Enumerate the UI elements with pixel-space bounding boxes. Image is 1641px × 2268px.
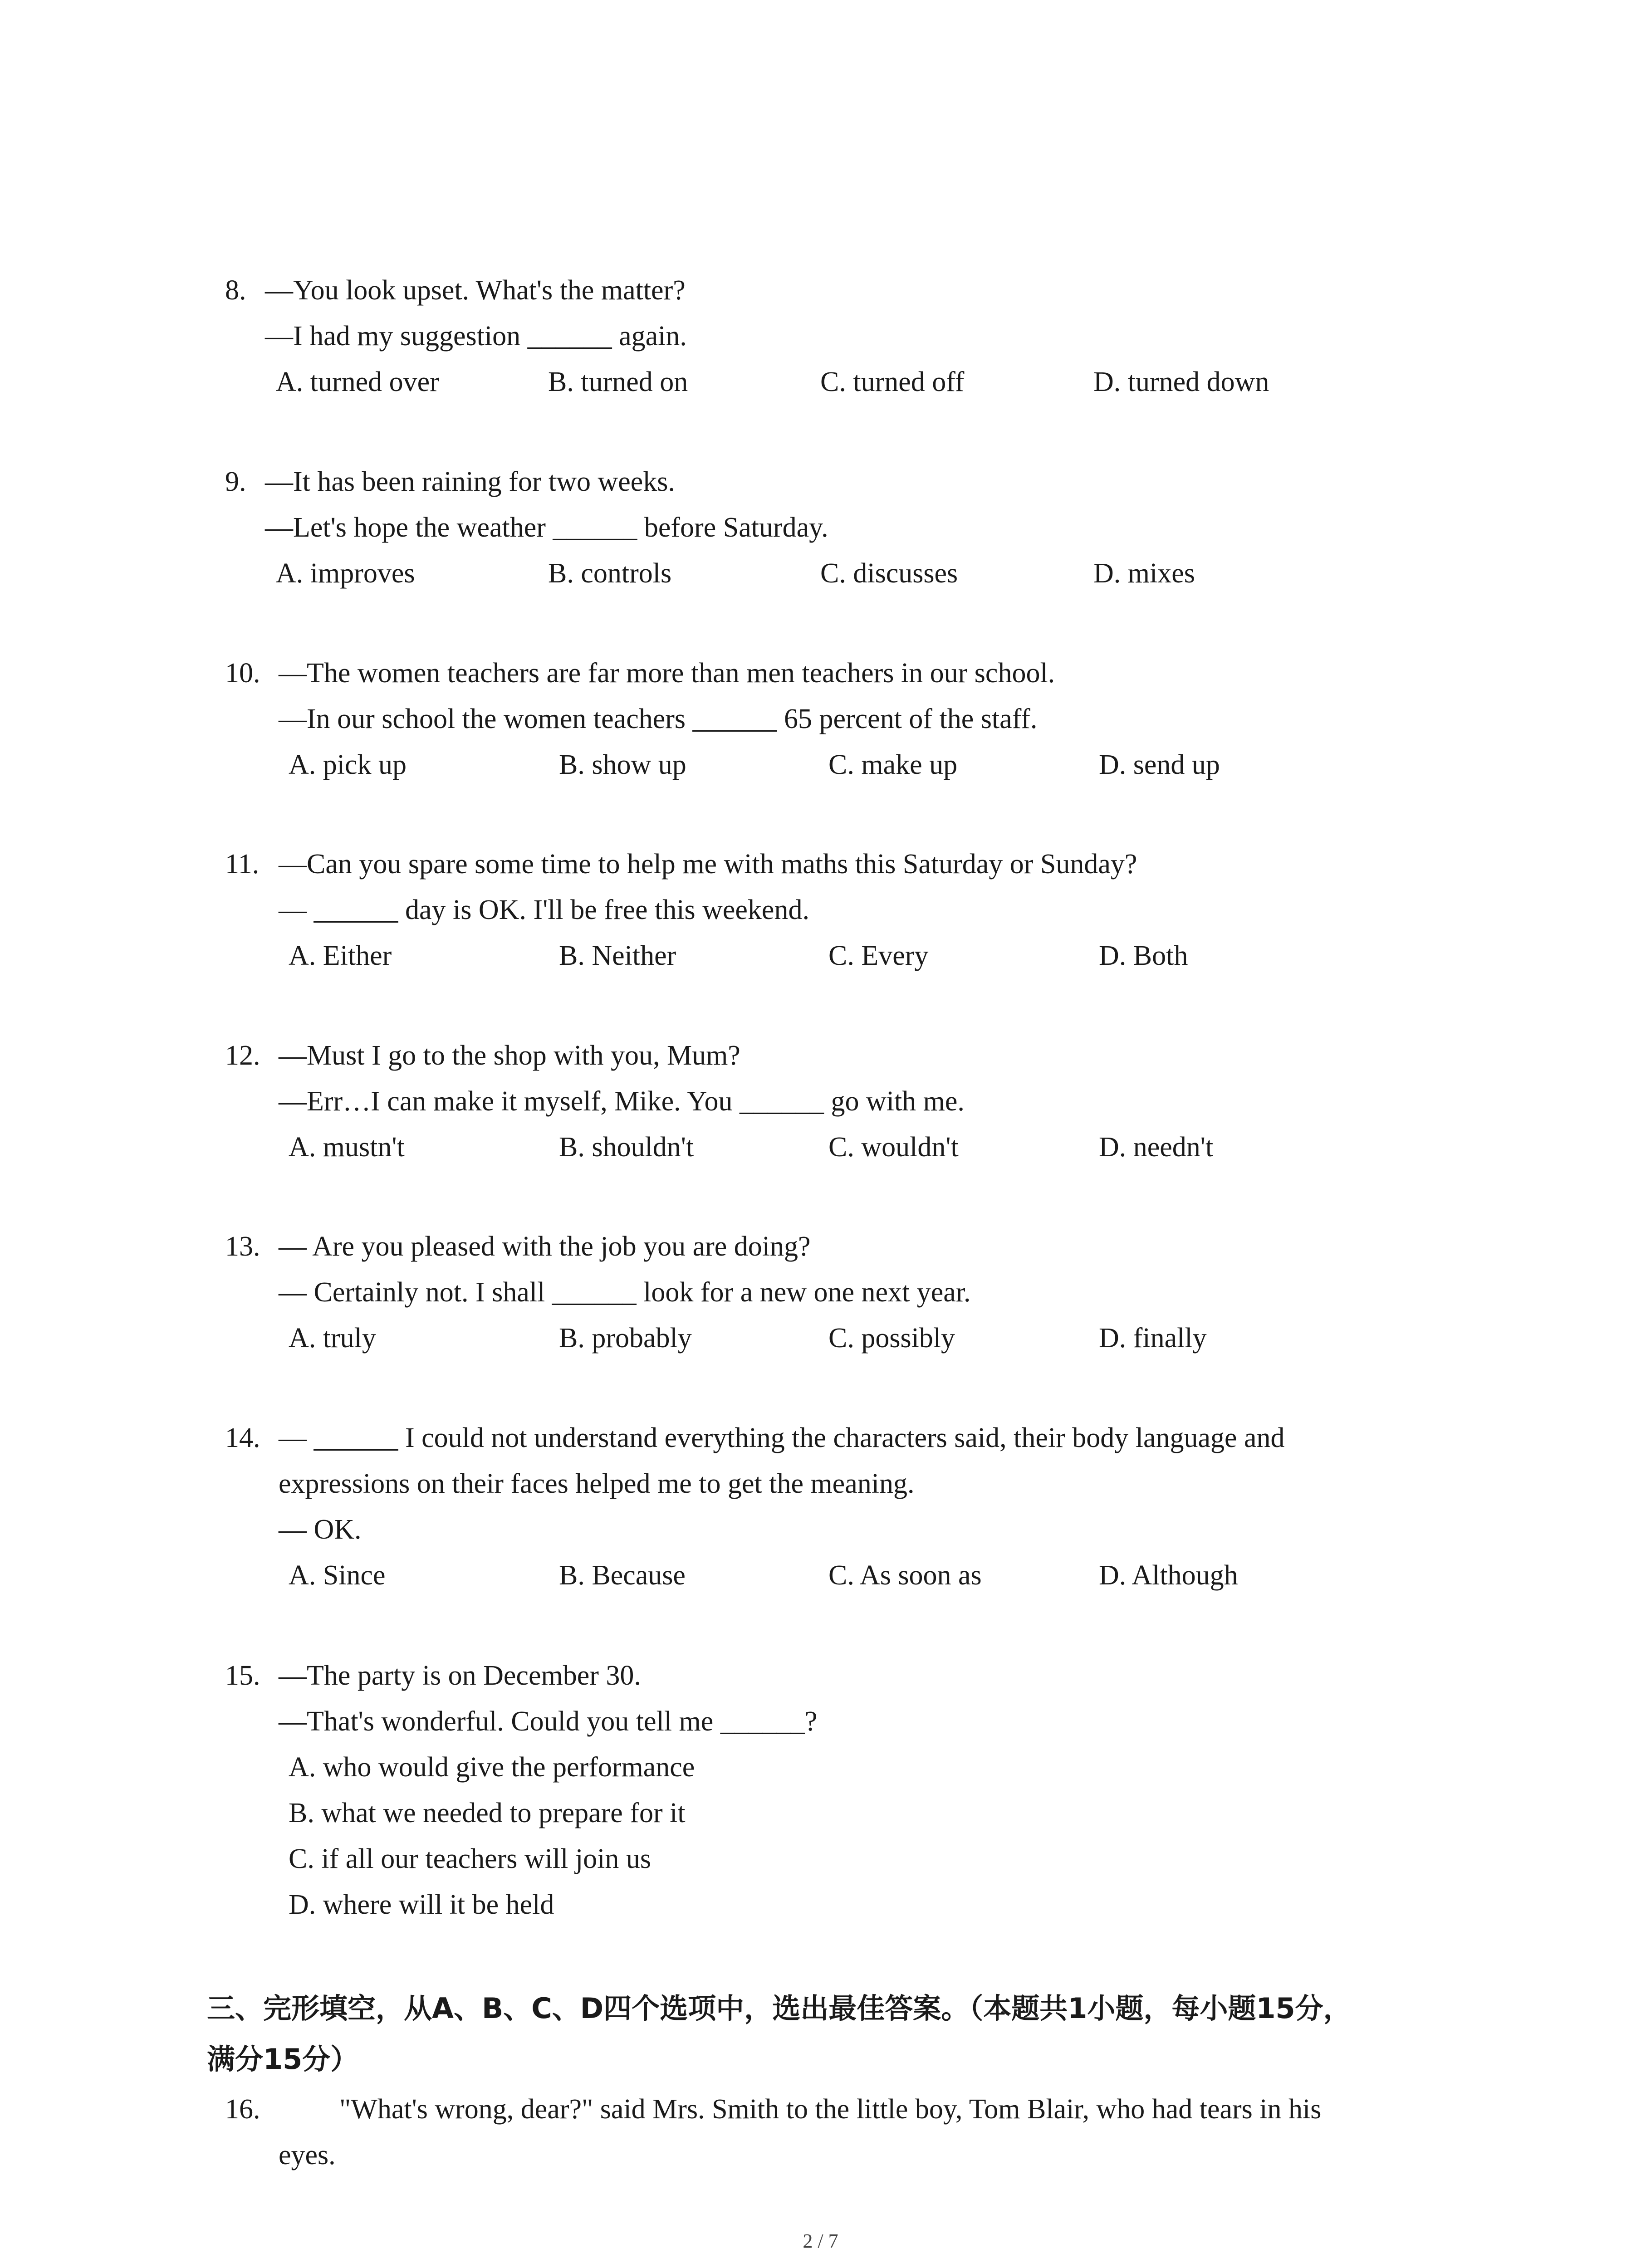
page-number: 2 / 7 [803,2230,838,2252]
option-c[interactable]: C. possibly [828,1323,955,1354]
passage-line: "What's wrong, dear?" said Mrs. Smith to the little boy, Tom Blair, who had tears in his [339,2094,1322,2125]
option-d[interactable]: D. finally [1099,1323,1207,1354]
question-14 [225,1415,1450,1598]
question-number: 8. [225,275,246,306]
question-line: —The party is on December 30. [279,1660,641,1691]
question-15 [225,1653,1450,1928]
option-a[interactable]: A. who would give the performance [289,1752,695,1783]
option-a[interactable]: A. turned over [276,367,439,397]
option-a[interactable]: A. pick up [289,749,407,780]
question-line: —Let's hope the weather ______ before Saturday. [265,512,828,543]
question-number: 16. [225,2094,260,2125]
question-line: —The women teachers are far more than men teachers in our school. [279,658,1055,689]
question-number: 13. [225,1231,260,1262]
option-c[interactable]: C. if all our teachers will join us [289,1843,651,1874]
options-row [225,1553,1450,1598]
options-row [225,551,1450,596]
option-b[interactable]: B. controls [548,558,672,589]
question-9 [225,459,1450,596]
option-c[interactable]: C. discusses [820,558,958,589]
option-b[interactable]: B. Neither [559,940,676,971]
option-d[interactable]: D. mixes [1093,558,1195,589]
option-b[interactable]: B. probably [559,1323,692,1354]
question-line: — OK. [279,1514,362,1545]
option-d[interactable]: D. needn't [1099,1132,1214,1163]
passage-line: eyes. [279,2140,336,2170]
option-a[interactable]: A. Since [289,1560,386,1591]
question-number: 10. [225,658,260,689]
question-line: —Can you spare some time to help me with maths this Saturday or Sunday? [279,849,1137,880]
option-d[interactable]: D. turned down [1093,367,1269,397]
option-c[interactable]: C. Every [828,940,929,971]
option-a[interactable]: A. mustn't [289,1132,405,1163]
option-a[interactable]: A. improves [276,558,415,589]
question-line: — ______ day is OK. I'll be free this weekend. [279,894,809,925]
question-line: —Err…I can make it myself, Mike. You ______ go with me. [279,1086,965,1117]
question-number: 9. [225,466,246,497]
option-a[interactable]: A. Either [289,940,392,971]
option-b[interactable]: B. shouldn't [559,1132,694,1163]
question-line: expressions on their faces helped me to get the meaning. [279,1468,915,1499]
question-number: 15. [225,1660,260,1691]
option-d[interactable]: D. Although [1099,1560,1238,1591]
options-row [225,359,1450,405]
option-c[interactable]: C. wouldn't [828,1132,959,1163]
question-10 [225,650,1450,788]
question-line: — Certainly not. I shall ______ look for a new one next year. [279,1277,971,1308]
question-11 [225,841,1450,979]
option-d[interactable]: D. send up [1099,749,1220,780]
question-line: —You look upset. What's the matter? [265,275,686,306]
question-line: —I had my suggestion ______ again. [265,321,687,352]
question-12 [225,1033,1450,1170]
option-d[interactable]: D. Both [1099,940,1188,971]
option-c[interactable]: C. make up [828,749,958,780]
question-13 [225,1224,1450,1361]
question-line: —It has been raining for two weeks. [265,466,675,497]
options-row [225,933,1450,979]
question-number: 11. [225,849,260,880]
question-16 [225,2087,1450,2178]
option-c[interactable]: C. turned off [820,367,965,397]
option-b[interactable]: B. Because [559,1560,686,1591]
question-line: — Are you pleased with the job you are doing? [279,1231,811,1262]
section-heading-line-2: 满分15分） [207,2043,359,2076]
options-row [225,1124,1450,1170]
question-number: 14. [225,1422,260,1453]
option-d[interactable]: D. where will it be held [289,1889,554,1920]
option-a[interactable]: A. truly [289,1323,376,1354]
options-row [225,1315,1450,1361]
options-row [225,742,1450,788]
option-b[interactable]: B. show up [559,749,686,780]
question-line: —That's wonderful. Could you tell me ______? [279,1706,818,1737]
question-line: —Must I go to the shop with you, Mum? [279,1040,740,1071]
option-b[interactable]: B. turned on [548,367,688,397]
question-number: 12. [225,1040,260,1071]
section-heading-line-1: 三、完形填空，从A、B、C、D四个选项中，选出最佳答案。（本题共1小题，每小题15分， [207,1992,1352,2025]
option-c[interactable]: C. As soon as [828,1560,982,1591]
question-8 [225,268,1450,405]
question-line: —In our school the women teachers ______ 65 percent of the staff. [279,704,1038,734]
section-heading [207,1983,1432,2085]
option-b[interactable]: B. what we needed to prepare for it [289,1798,686,1828]
question-line: — ______ I could not understand everything the characters said, their body language and [279,1422,1285,1453]
